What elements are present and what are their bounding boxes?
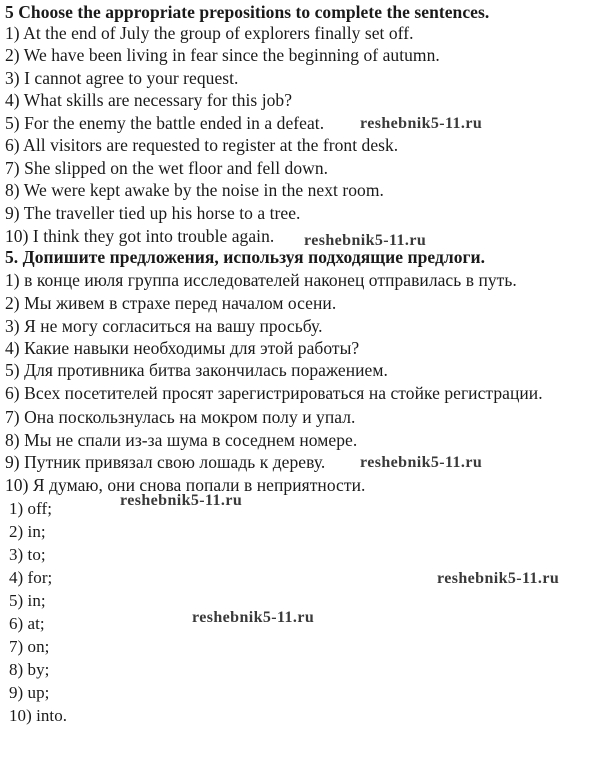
answer-7: 7) on; [9,637,50,656]
answer-2: 2) in; [9,522,46,541]
answer-4: 4) for; [9,568,53,587]
english-sentence-3: 3) I cannot agree to your request. [5,68,239,88]
english-heading: 5 Choose the appropriate prepositions to complete the sentences. [5,2,490,22]
russian-sentence-4: 4) Какие навыки необходимы для этой работы? [5,338,360,358]
russian-sentence-8: 8) Мы не спали из-за шума в соседнем номере. [5,430,358,450]
english-sentence-10: 10) I think they got into trouble again. [5,226,275,246]
answer-6: 6) at; [9,614,45,633]
english-sentence-2: 2) We have been living in fear since the beginning of autumn. [5,45,440,65]
english-sentence-1: 1) At the end of July the group of explorers finally set off. [5,23,414,43]
russian-sentence-7: 7) Она поскользнулась на мокром полу и упал. [5,407,356,427]
watermark-2: reshebnik5-11.ru [304,232,427,249]
english-sentence-8: 8) We were kept awake by the noise in the next room. [5,180,384,200]
watermark-6: reshebnik5-11.ru [192,609,315,626]
english-sentence-6: 6) All visitors are requested to register at the front desk. [5,135,399,155]
answer-3: 3) to; [9,545,46,564]
english-sentence-9: 9) The traveller tied up his horse to a tree. [5,203,301,223]
answer-1: 1) off; [9,499,52,518]
watermark-4: reshebnik5-11.ru [120,492,243,509]
russian-heading: 5. Допишите предложения, используя подходящие предлоги. [5,247,486,267]
russian-sentence-3: 3) Я не могу согласиться на вашу просьбу. [5,316,323,336]
watermark-1: reshebnik5-11.ru [360,115,483,132]
answer-9: 9) up; [9,683,50,702]
answer-8: 8) by; [9,660,50,679]
english-sentence-4: 4) What skills are necessary for this job? [5,90,293,110]
watermark-3: reshebnik5-11.ru [360,454,483,471]
russian-sentence-2: 2) Мы живем в страхе перед началом осени. [5,293,337,313]
answer-10: 10) into. [9,706,68,725]
russian-sentence-9: 9) Путник привязал свою лошадь к дереву. [5,452,326,472]
english-sentence-7: 7) She slipped on the wet floor and fell down. [5,158,329,178]
english-sentence-5: 5) For the enemy the battle ended in a defeat. [5,113,325,133]
answer-5: 5) in; [9,591,46,610]
russian-sentence-1: 1) в конце июля группа исследователей наконец отправилась в путь. [5,270,517,290]
russian-sentence-10: 10) Я думаю, они снова попали в неприятности. [5,475,366,495]
watermark-5: reshebnik5-11.ru [437,570,560,587]
russian-sentence-6: 6) Всех посетителей просят зарегистрироваться на стойке регистрации. [5,383,543,403]
russian-sentence-5: 5) Для противника битва закончилась поражением. [5,360,388,380]
